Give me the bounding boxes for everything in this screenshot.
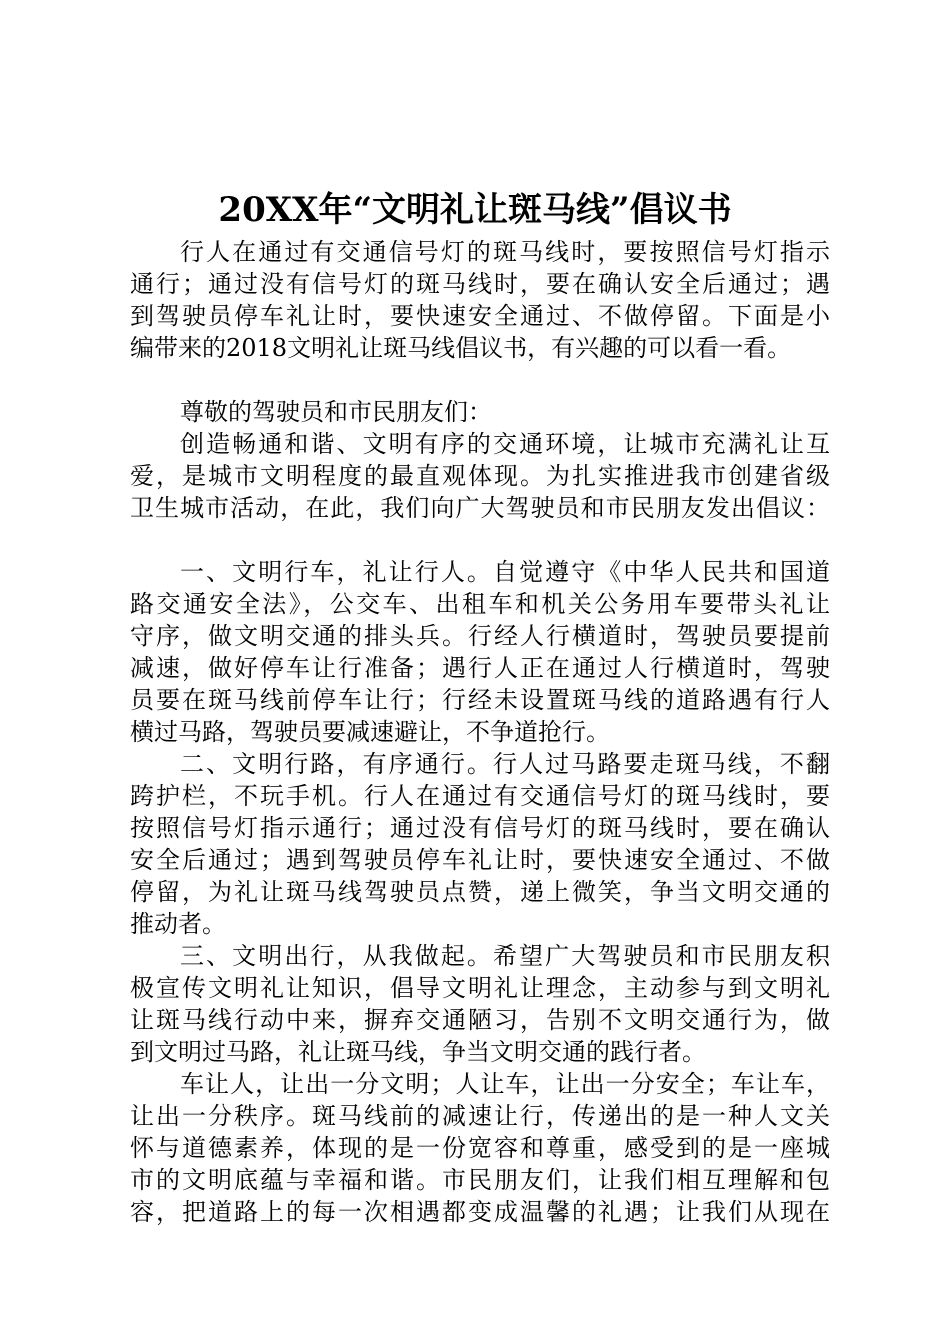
text-line: 三、文明出行，从我做起。希望广大驾驶员和市民朋友积 <box>180 942 830 970</box>
text-line: 跨护栏，不玩手机。行人在通过有交通信号灯的斑马线时，要 <box>130 782 830 810</box>
text-line: 减速，做好停车让行准备；遇行人正在通过人行横道时，驾驶 <box>130 654 830 682</box>
text-line: 路交通安全法》，公交车、出租车和机关公务用车要带头礼让 <box>130 590 830 618</box>
document-title: 20XX年“文明礼让斑马线”倡议书 <box>218 190 732 230</box>
text-line: 让斑马线行动中来，摒弃交通陋习，告别不文明交通行为，做 <box>130 1006 830 1034</box>
text-line: 到文明过马路，礼让斑马线，争当文明交通的践行者。 <box>130 1038 706 1066</box>
document-body <box>130 236 830 1228</box>
text-line: 员要在斑马线前停车让行；行经未设置斑马线的道路遇有行人 <box>130 686 830 714</box>
text-line: 到驾驶员停车礼让时，要快速安全通过、不做停留。下面是小 <box>130 302 830 330</box>
text-line: 二、文明行路，有序通行。行人过马路要走斑马线，不翻 <box>180 750 830 778</box>
text-line: 行人在通过有交通信号灯的斑马线时，要按照信号灯指示 <box>180 238 830 266</box>
text-line: 车让人，让出一分文明；人让车，让出一分安全；车让车， <box>180 1070 830 1098</box>
text-line: 横过马路，驾驶员要减速避让，不争道抢行。 <box>130 718 610 746</box>
text-line: 创造畅通和谐、文明有序的交通环境，让城市充满礼让互 <box>180 430 830 458</box>
text-line: 编带来的2018文明礼让斑马线倡议书，有兴趣的可以看一看。 <box>130 334 792 362</box>
text-line: 停留，为礼让斑马线驾驶员点赞，递上微笑，争当文明交通的 <box>130 878 830 906</box>
text-line: 卫生城市活动，在此，我们向广大驾驶员和市民朋友发出倡议： <box>130 494 830 522</box>
text-line: 市的文明底蕴与幸福和谐。市民朋友们，让我们相互理解和包 <box>130 1166 830 1194</box>
text-line: 爱，是城市文明程度的最直观体现。为扎实推进我市创建省级 <box>130 462 830 490</box>
text-line: 守序，做文明交通的排头兵。行经人行横道时，驾驶员要提前 <box>130 622 830 650</box>
text-line: 怀与道德素养，体现的是一份宽容和尊重，感受到的是一座城 <box>130 1134 830 1162</box>
blank-line <box>130 364 830 396</box>
text-line: 通行；通过没有信号灯的斑马线时，要在确认安全后通过；遇 <box>130 270 830 298</box>
text-line: 让出一分秩序。斑马线前的减速让行，传递出的是一种人文关 <box>130 1102 830 1130</box>
text-line: 按照信号灯指示通行；通过没有信号灯的斑马线时，要在确认 <box>130 814 830 842</box>
text-line: 一、文明行车，礼让行人。自觉遵守《中华人民共和国道 <box>180 558 830 586</box>
text-line: 推动者。 <box>130 910 226 938</box>
text-line: 容，把道路上的每一次相遇都变成温馨的礼遇；让我们从现在 <box>130 1198 830 1226</box>
text-line: 极宣传文明礼让知识，倡导文明礼让理念，主动参与到文明礼 <box>130 974 830 1002</box>
text-line: 安全后通过；遇到驾驶员停车礼让时，要快速安全通过、不做 <box>130 846 830 874</box>
blank-line <box>130 524 830 556</box>
salutation: 尊敬的驾驶员和市民朋友们： <box>180 398 492 426</box>
